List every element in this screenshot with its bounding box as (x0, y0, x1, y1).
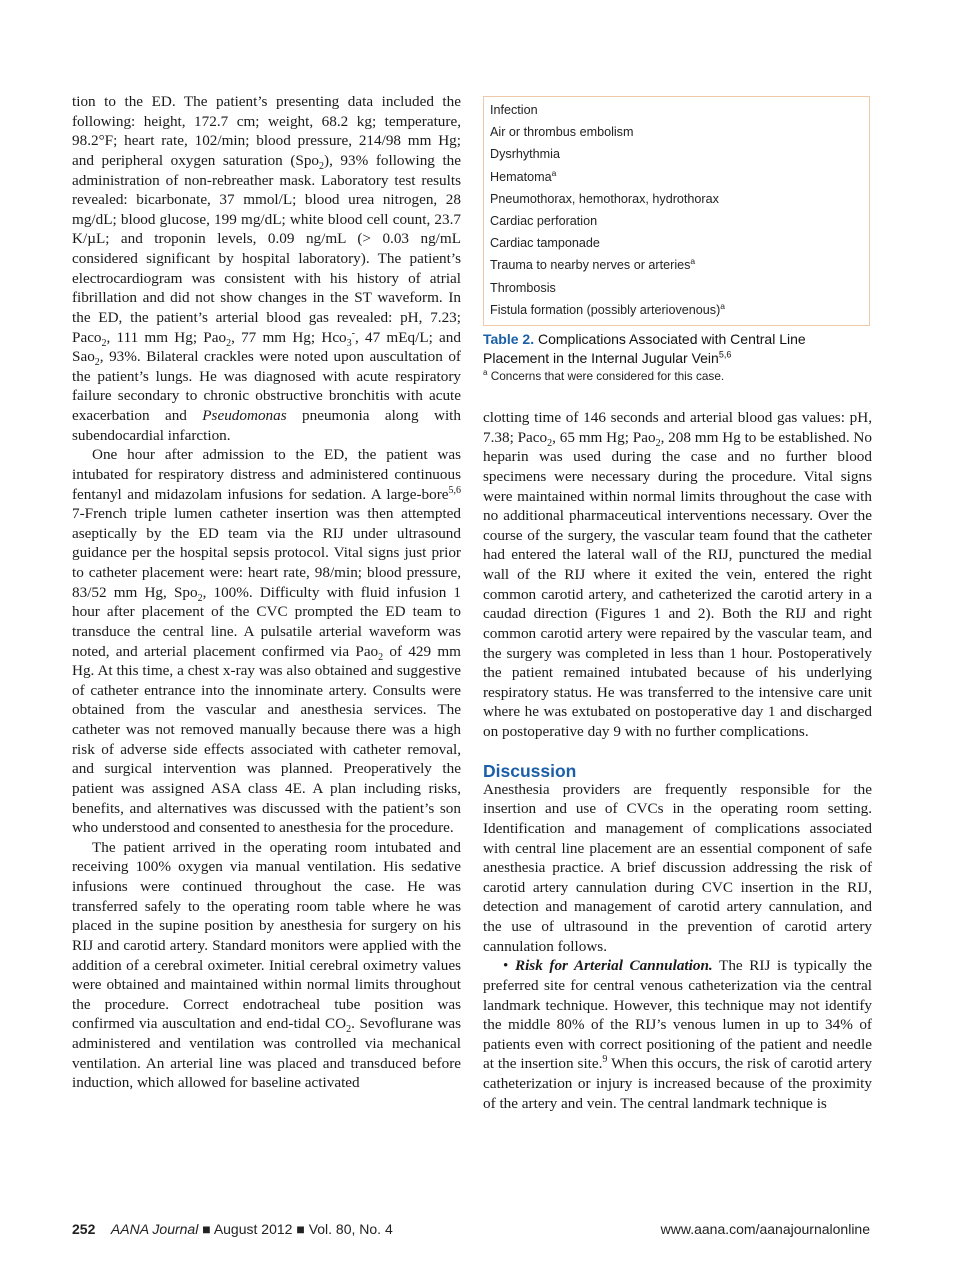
table-row: Fistula formation (possibly arteriovenous)$^a$ (490, 300, 726, 317)
case-report-paragraph-3: The patient arrived in the operating room intubated and receiving 100% oxygen via manual ventilation. His sedative infusions were continued throughout the case. He was transferred safely to the operating room table where he was placed in the supine position by anesthesia for surgery on his RIJ and carotid artery. Standard monitors were applied with the addition of a cerebral oximeter. Initial cerebral oximetry values were obtained and maintained within normal limits throughout the procedure. Correct endotracheal tube position was confirmed via auscultation and end-tidal $CO_2$. Sevoflurane was administered and ventilation was controlled via mechanical ventilation. An arterial line was placed and transduced before induction, which allowed for baseline activated (72, 838, 462, 1092)
table-footnote: $^a$ Concerns that were considered for this case. (483, 368, 725, 383)
table-row: Trauma to nearby nerves or arteries$^a$ (490, 256, 696, 273)
volume-info: Vol. 80, No. 4 (308, 1221, 393, 1237)
left-column (72, 92, 461, 1093)
table-row: Cardiac perforation (490, 213, 598, 228)
right-column (483, 408, 872, 1113)
case-report-paragraph-1: tion to the ED. The patient’s presenting data included the following: height, 172.7 cm; weight, 68.2 kg; temperature, 98.2°F; heart rate, 102/min; blood pressure, 214/98 mm Hg; and peripheral oxygen saturation (Spo$_2$), 93% following the administration of non-rebreather mask. Laboratory test results revealed: bicarbonate, 37 mmol/L; blood urea nitrogen, 28 mg/dL; blood glucose, 199 mg/dL; white blood cell count, 23.7 K/µL; and troponin levels, 0.09 ng/mL (> 0.03 ng/mL considered significant by hospital laboratory). The patient’s electrocardiogram was consistent with his history of atrial fibrillation and did not show changes in the ST waveform. In the ED, the patient’s arterial blood gas revealed: pH, 7.23; Paco$_2$, 111 mm Hg; Pao$_2$, 77 mm Hg; Hco$_3$-, 47 mEq/L; and Sao$_2$, 93%. Bilateral crackles were noted upon auscultation of the patient’s lungs. He was diagnosed with acute respiratory failure secondary to chronic obstructive bronchitis with acute exacerbation and Pseudomonas pneumonia along with subendocardial infarction. (72, 93, 461, 444)
discussion-heading: Discussion (483, 760, 577, 781)
case-report-paragraph-2: One hour after admission to the ED, the patient was intubated for respiratory distress and administered continuous fentanyl and midazolam infusions for sedation. A large-bore$^{5,6}$ 7-French triple lumen catheter insertion was then attempted aseptically by the ED team via the RIJ under ultrasound guidance per the hospital sepsis protocol. Vital signs just prior to catheter placement were: heart rate, 98/min; blood pressure, 83/52 mm Hg, Spo$_2$, 100%. Difficulty with fluid infusion 1 hour after placement of the CVC prompted the ED team to transduce the central line. A pulsatile arterial waveform was noted, and arterial placement confirmed via Pao$_2$ of 429 mm Hg. At this time, a chest x-ray was also obtained and suggestive of catheter entrance into the innominate artery. Consults were obtained from the vascular and anesthesia services. The catheter was not removed manually because there was a high risk of adverse side effects associated with catheter removal, and surgical intervention was planned. Preoperatively the patient was assigned ASA class 4E. A plan including risks, benefits, and alternatives was discussed with the patient’s son who understood and consented to anesthesia for the procedure. (72, 446, 461, 837)
journal-url-link[interactable]: www.aana.com/aanajournalonline (660, 1221, 870, 1237)
complications-table (483, 96, 870, 326)
case-report-paragraph-4: clotting time of 146 seconds and arterial blood gas values: pH, 7.38; Paco$_2$, 65 mm Hg; Pao$_2$, 208 mm Hg to be established. No heparin was used during the case and no further blood specimens were necessary during the procedure. Vital signs were maintained within normal limits throughout the case with no additional pharmaceutical interventions necessary. Over the course of the surgery, the vascular team found that the catheter had entered the lateral wall of the RIJ, punctured the medial wall of the RIJ where it exited the vein, entered the right common carotid artery, and catheterized the carotid artery in a caudad direction (Figures 1 and 2). Both the RIJ and right common carotid artery were repaired by the vascular team, and the surgery was completed in less than 1 hour. Postoperatively the patient remained intubated because of his underlying respiratory status. He was transferred to the intensive care unit where he was extubated on postoperative day 1 and discharged on postoperative day 9 with no further complications. (483, 409, 872, 740)
journal-name: AANA Journal (110, 1221, 199, 1237)
table-row: Hematoma$^a$ (490, 167, 557, 184)
discussion-paragraph-2: • Risk for Arterial Cannulation. The RIJ is typically the preferred site for central venous catheterization via the central landmark technique. However, this technique may not identify the middle 80% of the RIJ’s venous lumen in up to 34% of patients even with correct positioning of the patient and needle at the insertion site.$^9$ When this occurs, the risk of carotid artery catheterization or injury is increased because of the proximity of the artery and vein. The central landmark technique is (483, 957, 873, 1112)
table-label: Table 2. (483, 331, 535, 347)
table-row: Cardiac tamponade (490, 236, 600, 251)
page-number: 252 (72, 1221, 96, 1237)
table-caption: Table 2. Complications Associated with Central Line Placement in the Internal Jugular Vein$^{5,6}$ (483, 331, 806, 366)
table-row: Dysrhythmia (490, 147, 560, 162)
issue-date: August 2012 (213, 1221, 293, 1237)
page-footer: 252 AANA Journal ■ August 2012 ■ Vol. 80, No. 4 www.aana.com/aanajournalonline (72, 1221, 870, 1237)
discussion-paragraph-1: Anesthesia providers are frequently responsible for the insertion and use of CVCs in the operating room setting. Identification and management of complications associated with central line placement are an essential component of safe anesthesia practice. A brief discussion addressing the risk of carotid artery cannulation during CVC insertion in the RIJ, detection and management of carotid artery cannulation, and the use of ultrasound in the prevention of carotid artery cannulation follows. (483, 780, 872, 955)
table-row: Air or thrombus embolism (490, 125, 634, 140)
table-row: Pneumothorax, hemothorax, hydrothorax (490, 191, 719, 206)
table-row: Infection (490, 103, 538, 117)
table-row: Thrombosis (490, 280, 556, 295)
